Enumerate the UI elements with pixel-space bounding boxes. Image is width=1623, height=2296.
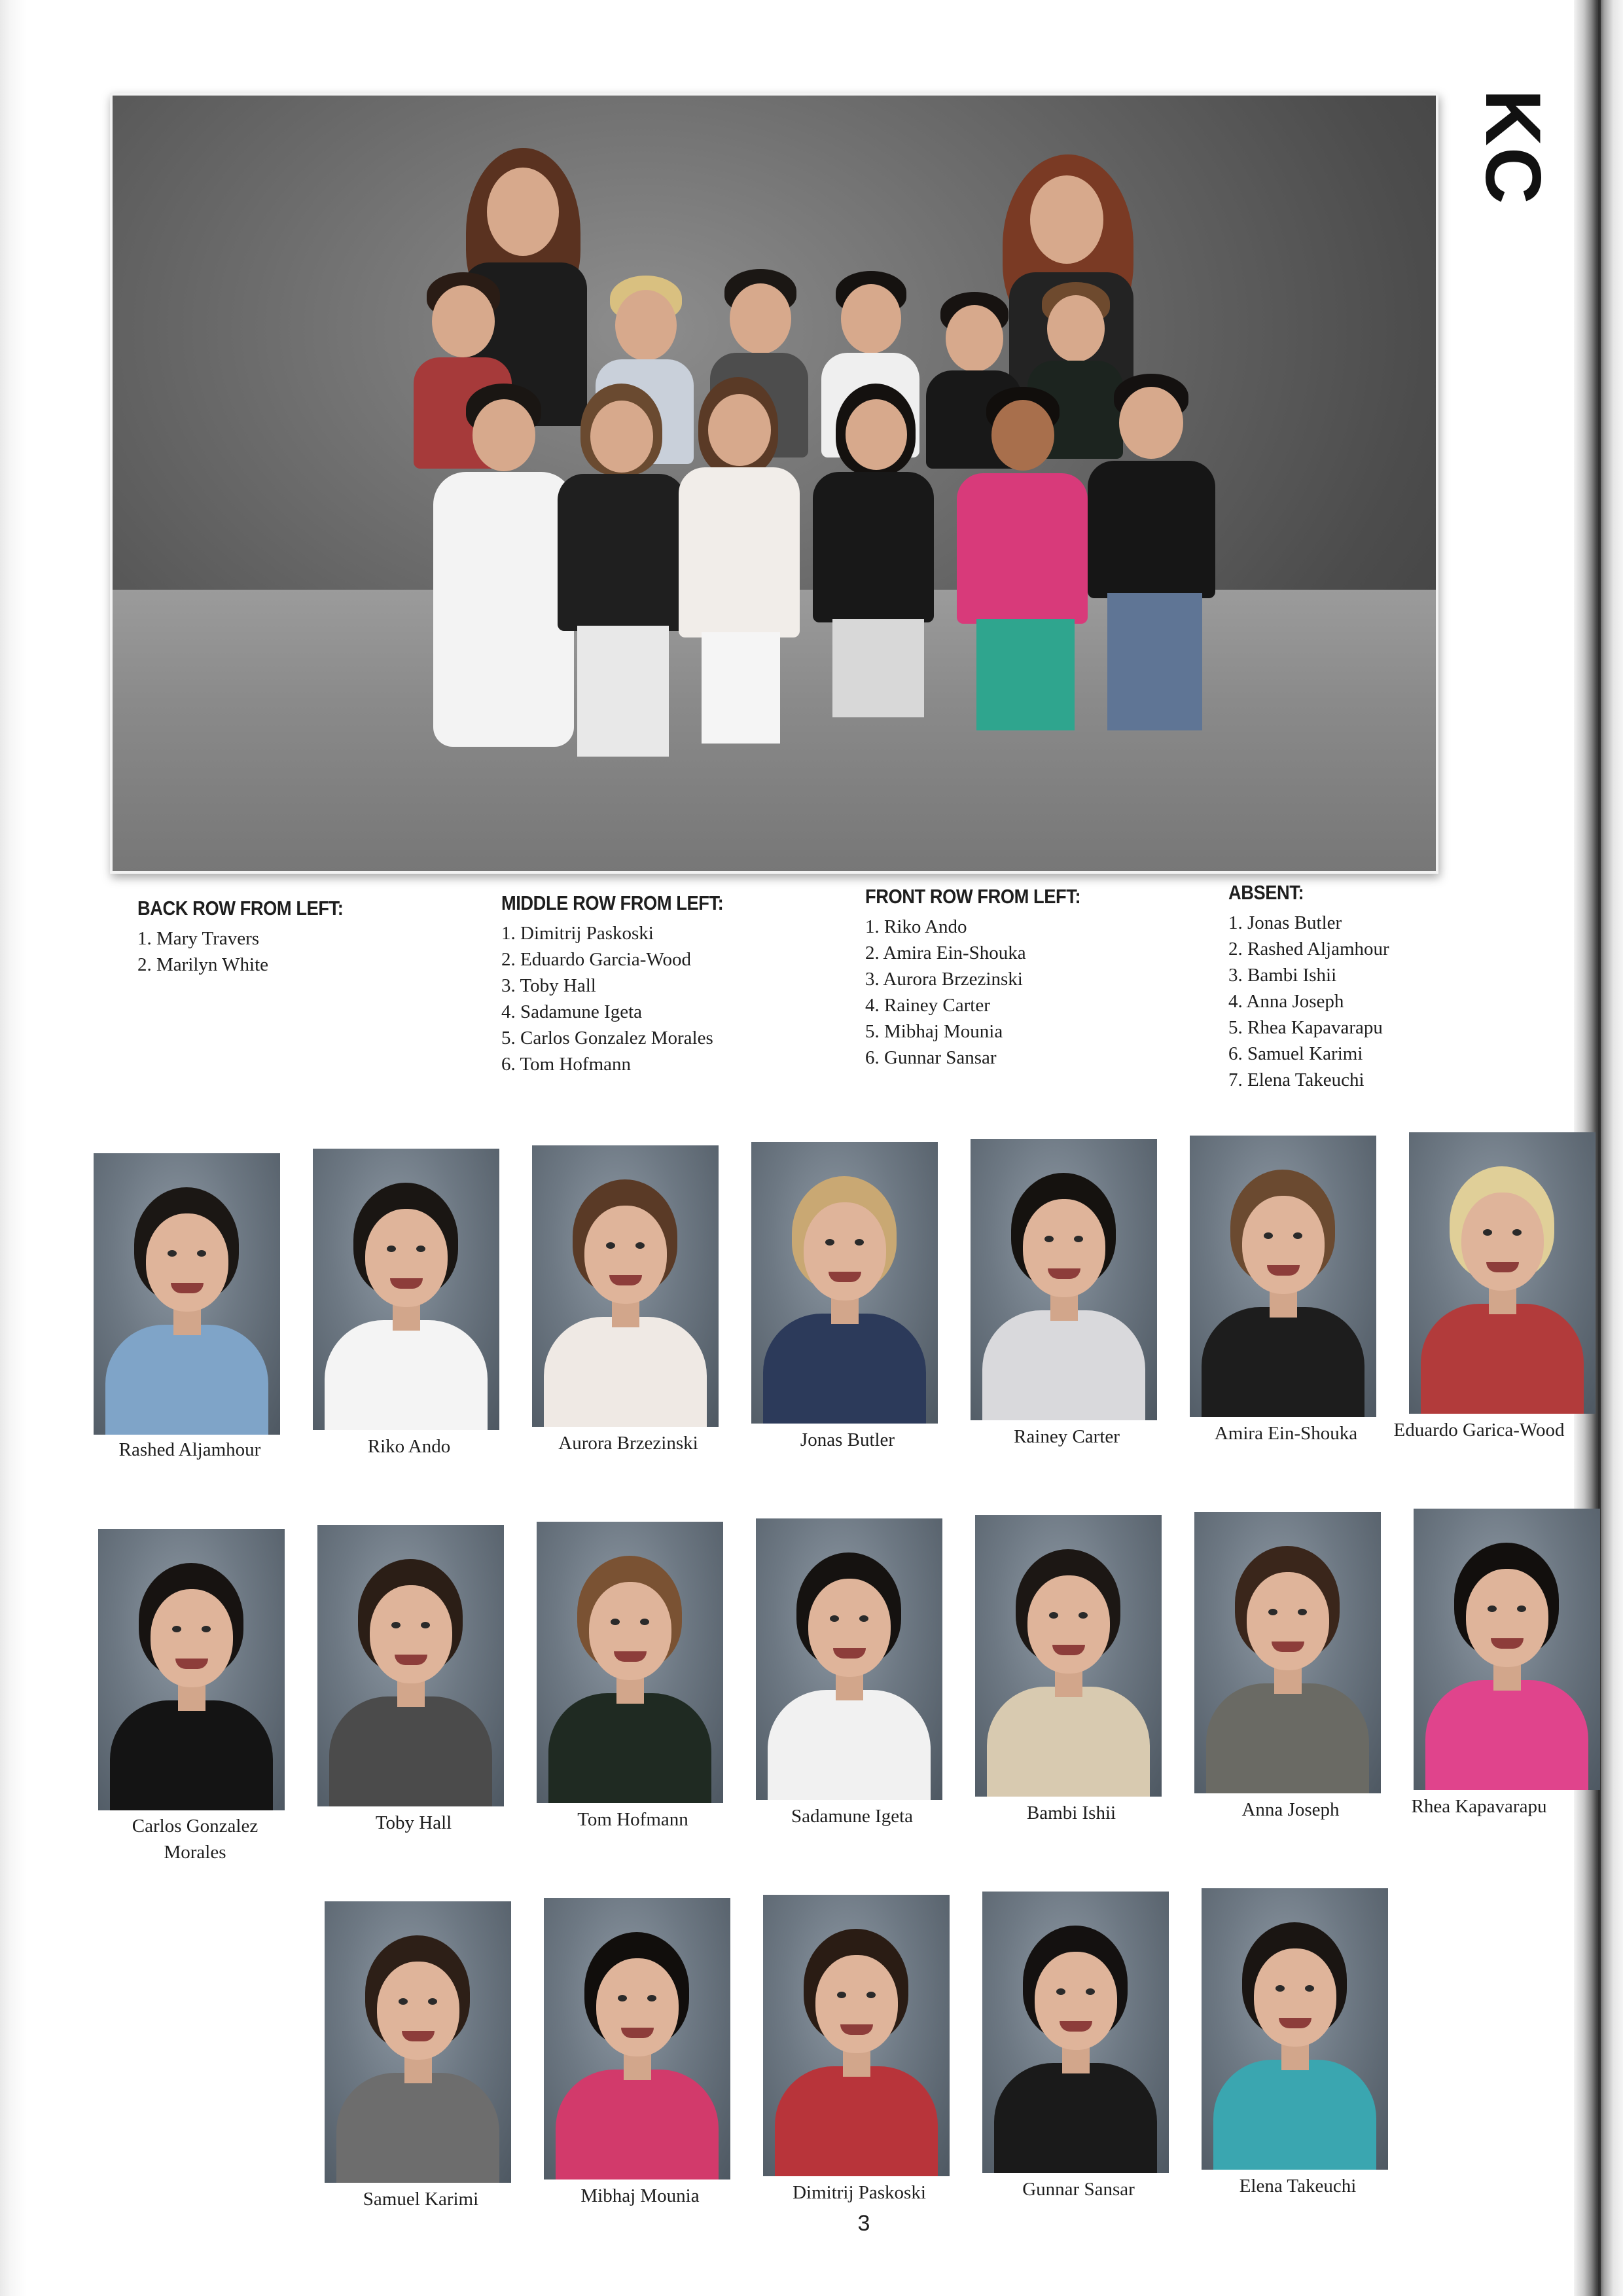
portrait-eye	[428, 1998, 437, 2005]
portrait-face	[1023, 1199, 1105, 1297]
portrait-photo	[756, 1518, 942, 1800]
caption-name: 6. Tom Hofmann	[501, 1054, 632, 1075]
portrait-photo	[1414, 1509, 1600, 1790]
portrait-face	[584, 1206, 667, 1304]
portrait-photo	[751, 1142, 938, 1424]
portrait-eye	[647, 1995, 656, 2001]
portrait-name: Carlos Gonzalez Morales	[132, 1816, 259, 1863]
portrait-name: Bambi Ishii	[1026, 1803, 1116, 1823]
portrait-eye	[1086, 1988, 1095, 1995]
portrait-eye	[202, 1626, 211, 1632]
portrait-name: Elena Takeuchi	[1239, 2176, 1357, 2197]
caption-name: 5. Carlos Gonzalez Morales	[501, 1028, 713, 1049]
caption-name: 1. Riko Ando	[865, 916, 967, 937]
caption-heading: FRONT ROW FROM LEFT:	[865, 885, 1081, 908]
portrait-face	[1461, 1193, 1544, 1291]
portrait-clothing	[982, 1310, 1145, 1420]
portrait-photo	[763, 1895, 950, 2176]
portrait-photo	[982, 1892, 1169, 2173]
portrait-face	[596, 1958, 679, 2056]
portrait-clothing	[768, 1690, 931, 1800]
portrait-eye	[866, 1992, 876, 1998]
portrait-clothing	[763, 1314, 926, 1424]
caption-name: 3. Aurora Brzezinski	[865, 969, 1023, 990]
portrait-clothing	[548, 1693, 711, 1803]
portrait-eye	[606, 1242, 615, 1249]
portrait-eye	[837, 1992, 846, 1998]
caption-name: 1. Jonas Butler	[1228, 912, 1342, 933]
portrait-name: Toby Hall	[375, 1812, 452, 1833]
caption-list	[1228, 910, 1389, 1093]
portrait-eye	[1074, 1236, 1083, 1242]
portrait-name: Rainey Carter	[1014, 1426, 1120, 1447]
portrait-photo	[532, 1145, 719, 1427]
portrait-eye	[1275, 1985, 1285, 1992]
portrait-face	[1035, 1952, 1117, 2050]
portrait-eye	[855, 1239, 864, 1246]
portrait-eye	[640, 1619, 649, 1625]
portrait-name: Samuel Karimi	[363, 2189, 479, 2210]
caption-name: 7. Elena Takeuchi	[1228, 1069, 1364, 1090]
caption-absent	[1228, 881, 1389, 1093]
portrait-eye	[1079, 1612, 1088, 1619]
caption-list	[865, 914, 1110, 1071]
group-photo	[110, 93, 1438, 874]
portrait-eye	[825, 1239, 834, 1246]
portrait-clothing	[1213, 2060, 1376, 2170]
portrait-name: Mibhaj Mounia	[580, 2185, 700, 2206]
portrait-eye	[1049, 1612, 1058, 1619]
caption-list	[137, 925, 371, 978]
portrait-photo	[325, 1901, 511, 2183]
portrait-eye	[1056, 1988, 1065, 1995]
portrait-clothing	[336, 2073, 499, 2183]
caption-heading: BACK ROW FROM LEFT:	[137, 897, 344, 920]
portrait-eye	[172, 1626, 181, 1632]
portrait-name: Dimitrij Paskoski	[793, 2182, 926, 2203]
portrait-eye	[1483, 1229, 1492, 1236]
caption-name: 3. Toby Hall	[501, 975, 596, 996]
caption-name: 2. Eduardo Garcia-Wood	[501, 949, 691, 970]
caption-name: 4. Rainey Carter	[865, 995, 990, 1016]
portrait-name: Riko Ando	[367, 1436, 451, 1457]
portrait-photo	[971, 1139, 1157, 1420]
portrait-face	[1254, 1948, 1336, 2047]
caption-name: 2. Rashed Aljamhour	[1228, 939, 1389, 960]
portrait-photo	[975, 1515, 1162, 1797]
class-code: KC	[1469, 89, 1557, 206]
portrait-name: Tom Hofmann	[577, 1809, 688, 1830]
portrait-eye	[611, 1619, 620, 1625]
portrait-name: Rashed Aljamhour	[118, 1439, 261, 1460]
portrait-eye	[1298, 1609, 1307, 1615]
portrait-eye	[416, 1246, 425, 1252]
portrait-face	[151, 1589, 233, 1687]
portrait-photo	[1194, 1512, 1381, 1793]
portrait-clothing	[987, 1687, 1150, 1797]
portrait-name: Rhea Kapavarapu	[1411, 1796, 1547, 1817]
caption-name: 4. Anna Joseph	[1228, 991, 1344, 1012]
portrait-photo	[98, 1529, 285, 1810]
portrait-eye	[1293, 1232, 1302, 1239]
portrait-eye	[1512, 1229, 1522, 1236]
caption-name: 2. Amira Ein-Shouka	[865, 942, 1026, 963]
portrait-clothing	[1425, 1680, 1588, 1790]
portrait-clothing	[325, 1320, 488, 1430]
portrait-eye	[421, 1622, 430, 1628]
caption-list	[501, 920, 754, 1077]
caption-heading: ABSENT:	[1228, 881, 1304, 904]
portrait-clothing	[994, 2063, 1157, 2173]
portrait-face	[1242, 1196, 1325, 1294]
portrait-clothing	[544, 1317, 707, 1427]
portrait-face	[1027, 1575, 1110, 1674]
portrait-eye	[1044, 1236, 1054, 1242]
portrait-face	[1466, 1569, 1548, 1667]
portrait-face	[370, 1585, 452, 1683]
portrait-name: Amira Ein-Shouka	[1214, 1423, 1358, 1444]
portrait-photo	[94, 1153, 280, 1435]
portrait-name: Sadamune Igeta	[791, 1806, 913, 1827]
caption-back-row	[137, 897, 371, 978]
caption-heading: MIDDLE ROW FROM LEFT:	[501, 891, 724, 914]
page-edge-line	[1598, 0, 1601, 2296]
caption-name: 6. Gunnar Sansar	[865, 1047, 997, 1068]
portrait-eye	[387, 1246, 396, 1252]
portrait-name: Aurora Brzezinski	[558, 1433, 698, 1454]
portrait-eye	[1305, 1985, 1314, 1992]
portrait-photo	[1409, 1132, 1596, 1414]
portrait-eye	[1517, 1605, 1526, 1612]
portrait-eye	[635, 1242, 645, 1249]
portrait-face	[365, 1209, 448, 1307]
portrait-eye	[1264, 1232, 1273, 1239]
caption-name: 4. Sadamune Igeta	[501, 1001, 643, 1022]
portrait-face	[146, 1213, 228, 1312]
portrait-clothing	[329, 1696, 492, 1806]
portrait-clothing	[775, 2066, 938, 2176]
portrait-name: Gunnar Sansar	[1022, 2179, 1135, 2200]
portrait-eye	[618, 1995, 627, 2001]
portrait-clothing	[110, 1700, 273, 1810]
caption-front-row	[865, 885, 1110, 1071]
portrait-clothing	[556, 2070, 719, 2179]
portrait-eye	[391, 1622, 401, 1628]
portrait-clothing	[105, 1325, 268, 1435]
portrait-face	[804, 1202, 886, 1300]
portrait-eye	[1488, 1605, 1497, 1612]
portrait-eye	[197, 1250, 206, 1257]
portrait-name: Jonas Butler	[800, 1429, 895, 1450]
portrait-eye	[859, 1615, 868, 1622]
portrait-eye	[1268, 1609, 1277, 1615]
page-number: 3	[857, 2211, 870, 2236]
portrait-name: Eduardo Garica-Wood	[1393, 1420, 1565, 1441]
portrait-clothing	[1421, 1304, 1584, 1414]
scan-left-edge	[0, 0, 26, 2296]
caption-name: 3. Bambi Ishii	[1228, 965, 1337, 986]
caption-middle-row	[501, 891, 754, 1077]
portrait-photo	[317, 1525, 504, 1806]
portrait-photo	[1190, 1136, 1376, 1417]
portrait-clothing	[1202, 1307, 1364, 1417]
portrait-face	[589, 1582, 671, 1680]
portrait-photo	[1202, 1888, 1388, 2170]
caption-name: 6. Samuel Karimi	[1228, 1043, 1363, 1064]
portrait-photo	[313, 1149, 499, 1430]
portrait-face	[1247, 1572, 1329, 1670]
portrait-eye	[168, 1250, 177, 1257]
caption-name: 1. Mary Travers	[137, 928, 260, 949]
portrait-name: Anna Joseph	[1241, 1799, 1340, 1820]
portrait-face	[808, 1579, 891, 1677]
portrait-eye	[830, 1615, 839, 1622]
caption-name: 2. Marilyn White	[137, 954, 269, 975]
portrait-clothing	[1206, 1683, 1369, 1793]
portrait-photo	[544, 1898, 730, 2179]
caption-name: 5. Mibhaj Mounia	[865, 1021, 1003, 1042]
portrait-face	[815, 1955, 898, 2053]
portrait-eye	[399, 1998, 408, 2005]
caption-name: 1. Dimitrij Paskoski	[501, 923, 654, 944]
portrait-photo	[537, 1522, 723, 1803]
caption-name: 5. Rhea Kapavarapu	[1228, 1017, 1383, 1038]
portrait-face	[377, 1962, 459, 2060]
